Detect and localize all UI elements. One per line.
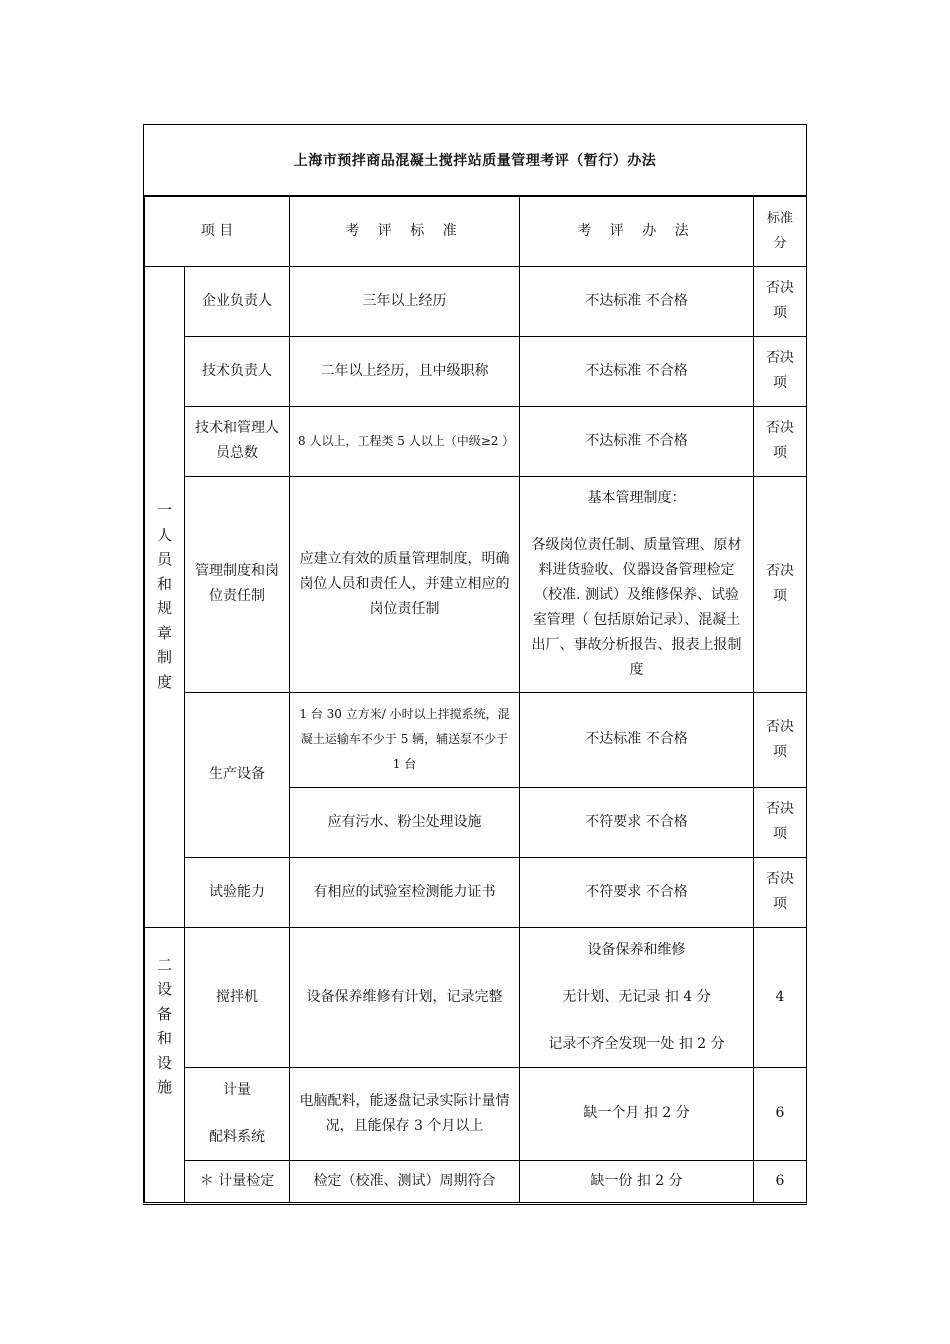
method-cell: 缺一个月 扣 2 分 [520,1067,754,1160]
standard-cell: 设备保养维修有计划，记录完整 [290,927,520,1067]
standard-cell: 应建立有效的质量管理制度，明确岗位人员和责任人，并建立相应的岗位责任制 [290,476,520,692]
method-cell: 不达标准 不合格 [520,406,754,476]
method-cell: 不达标准 不合格 [520,266,754,336]
header-row [145,196,807,266]
table-row [145,1160,807,1202]
score-cell: 否决项 [754,336,807,406]
score-cell: 4 [754,927,807,1067]
section-label-equipment: 二设备和设施 [145,927,185,1202]
item-cell: ＊ 计量检定 [185,1160,290,1202]
method-cell: 不符要求 不合格 [520,787,754,857]
item-cell [185,1067,290,1160]
score-cell: 否决项 [754,406,807,476]
standard-cell: 三年以上经历 [290,266,520,336]
item-cell: 生产设备 [185,692,290,857]
method-cell: 缺一份 扣 2 分 [520,1160,754,1202]
item-cell: 搅拌机 [185,927,290,1067]
item-cell: 企业负责人 [185,266,290,336]
standard-cell: 1 台 30 立方米/ 小时以上拌搅系统，混凝土运输车不少于 5 辆，辅送泵不少于 1 台 [290,692,520,787]
method-title: 基本管理制度： [587,489,686,506]
table-row [145,336,807,406]
header-score: 标准分 [754,196,807,266]
score-cell: 否决项 [754,787,807,857]
table-row [145,1067,807,1160]
table-row [145,406,807,476]
header-standard: 考 评 标 准 [290,196,520,266]
table-row [145,692,807,787]
score-cell: 否决项 [754,266,807,336]
score-cell: 6 [754,1160,807,1202]
standard-cell: 有相应的试验室检测能力证书 [290,857,520,927]
standard-cell: 二年以上经历，且中级职称 [290,336,520,406]
table-row [145,927,807,1067]
item-cell: 技术和管理人员总数 [185,406,290,476]
header-method: 考 评 办 法 [520,196,754,266]
evaluation-table [144,195,807,1203]
standard-cell: 检定（校准、测试）周期符合 [290,1160,520,1202]
document-title: 上海市预拌商品混凝土搅拌站质量管理考评（暂行）办法 [293,153,657,169]
item-line: 计量 [223,1081,251,1098]
method-line: 记录不齐全发现一处 扣 2 分 [548,1035,725,1052]
method-line: 无计划、无记录 扣 4 分 [562,988,711,1005]
method-line: 设备保养和维修 [587,941,686,958]
item-cell: 试验能力 [185,857,290,927]
method-text: 各级岗位责任制、质量管理、原材料进货验收、仪器设备管理检定（校准. 测试）及维修保养、试验室管理（ 包括原始记录）、混凝土出厂、事故分析报告、报表上报制度 [531,536,742,678]
section-label-personnel: 一人员和规章制度 [145,266,185,927]
score-cell: 6 [754,1067,807,1160]
item-cell: 管理制度和岗位责任制 [185,476,290,692]
method-cell: 不符要求 不合格 [520,857,754,927]
score-cell: 否决项 [754,476,807,692]
standard-cell: 应有污水、粉尘处理设施 [290,787,520,857]
method-cell [520,476,754,692]
header-item: 项 目 [145,196,290,266]
standard-cell: 8 人以上，工程类 5 人以上（中级≥2 ） [290,406,520,476]
item-cell: 技术负责人 [185,336,290,406]
table-row [145,476,807,692]
method-cell [520,927,754,1067]
method-cell: 不达标准 不合格 [520,336,754,406]
score-cell: 否决项 [754,692,807,787]
item-line: 配料系统 [209,1128,265,1145]
score-cell: 否决项 [754,857,807,927]
table-row [145,266,807,336]
table-row [145,857,807,927]
method-cell: 不达标准 不合格 [520,692,754,787]
standard-cell: 电脑配料，能逐盘记录实际计量情况，且能保存 3 个月以上 [290,1067,520,1160]
